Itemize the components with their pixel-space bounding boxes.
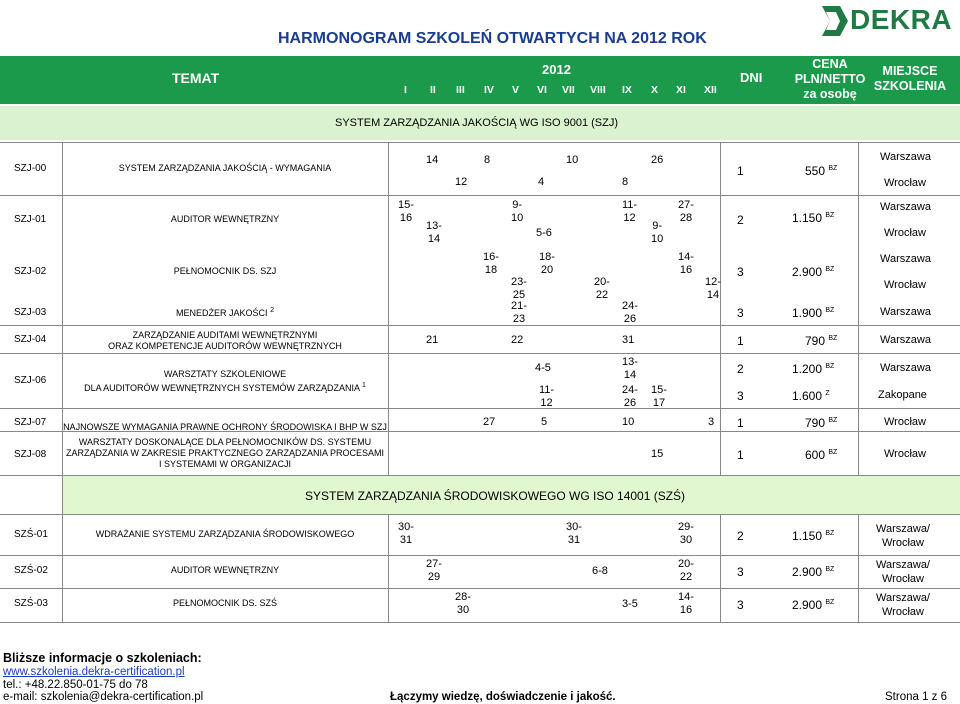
date-s6a: 4-5 <box>535 362 551 374</box>
name-szj-03-sup: 2 <box>270 307 274 314</box>
cena-bz: BZ <box>825 212 835 219</box>
date-s6c <box>622 356 638 382</box>
cena-value: 790 <box>805 416 826 430</box>
date-g11-a: 9- <box>652 220 663 232</box>
loc-szs-02-a: Warszawa/ <box>876 559 930 571</box>
cena-szj-01 <box>792 211 834 225</box>
szj04-d2: 22 <box>511 334 524 346</box>
date-g6-b: 25 <box>512 289 526 301</box>
date-g7 <box>511 300 527 326</box>
loc-szj-03: Warszawa <box>880 306 931 318</box>
cena-szs-01 <box>792 529 834 543</box>
cena-bz: BZ <box>828 335 838 342</box>
dni-szj-02: 3 <box>737 265 744 279</box>
dni-szj-04: 1 <box>737 334 744 348</box>
cena-bz: BZ <box>828 165 838 172</box>
footer-page: Strona 1 z 6 <box>885 691 948 703</box>
name-szj-07: NAJNOWSZE WYMAGANIA PRAWNE OCHRONY ŚRODOWISKA I BHP W SZJ <box>63 422 387 432</box>
date-g15-a: 12- <box>705 276 721 288</box>
loc-szj-04: Warszawa <box>880 334 931 346</box>
month-III: III <box>456 84 465 96</box>
szs03-d1 <box>455 591 471 617</box>
szj00-w3: 8 <box>622 176 629 188</box>
cena-value: 2.900 <box>792 565 823 579</box>
month-X: X <box>651 84 659 96</box>
szs02-d3-a: 20- <box>678 558 694 570</box>
loc-szs-01 <box>876 522 930 550</box>
szs01-d2-a: 30- <box>566 521 582 533</box>
date-g11 <box>651 220 663 246</box>
month-VI: VI <box>537 84 547 96</box>
date-s6e-b: 17 <box>652 397 666 409</box>
szs02-d1 <box>426 558 442 584</box>
name-szs-03: PEŁNOMOCNIK DS. SZŚ <box>172 598 278 608</box>
szj08-d1: 15 <box>651 448 664 460</box>
name-szj-06-l1: WARSZTATY SZKOLENIOWE <box>163 369 287 379</box>
header-miejsce-line2: SZKOLENIA <box>873 79 947 93</box>
date-g13-b: 28 <box>679 212 693 224</box>
szs03-d3-a: 14- <box>678 591 694 603</box>
szs02-d3-b: 22 <box>679 571 693 583</box>
date-g14 <box>678 251 694 277</box>
cena-bz: BZ <box>825 599 835 606</box>
name-szs-01: WDRAŻANIE SYSTEMU ZARZĄDZANIA ŚRODOWISKOWEGO <box>95 529 355 539</box>
loc-szs-03-b: Wrocław <box>882 606 924 618</box>
date-g12 <box>622 300 638 326</box>
date-g10-b: 22 <box>595 289 609 301</box>
name-szj-00: SYSTEM ZARZĄDZANIA JAKOŚCIĄ - WYMAGANIA <box>118 163 332 173</box>
szj07-d1: 27 <box>483 416 496 428</box>
date-g15-b: 14 <box>706 289 720 301</box>
cena-value: 1.200 <box>792 362 823 376</box>
footer-tel: tel.: +48.22.850-01-75 do 78 <box>3 679 148 691</box>
cena-szj-07 <box>805 416 837 430</box>
cena-szj-00 <box>805 164 837 178</box>
name-szj-08 <box>62 437 388 470</box>
page-title: HARMONOGRAM SZKOLEŃ OTWARTYCH NA 2012 ROK <box>278 30 707 47</box>
cena-szj-06-b <box>792 389 830 403</box>
cena-szj-02 <box>792 265 834 279</box>
cena-value: 550 <box>805 164 826 178</box>
date-g6-a: 23- <box>511 276 527 288</box>
section-szs-title: SYSTEM ZARZĄDZANIA ŚRODOWISKOWEGO WG ISO 14001 (SZŚ) <box>305 489 686 503</box>
name-szj-06-l2-text: DLA AUDITORÓW WEWNĘTRZNYCH SYSTEMÓW ZARZĄDZANIA <box>84 383 360 393</box>
date-g1-a: 15- <box>398 199 414 211</box>
dni-szs-01: 2 <box>737 529 744 543</box>
loc-szj-08: Wrocław <box>884 448 926 460</box>
header-miejsce-line1: MIEJSCE <box>882 64 938 78</box>
section-szj-title: SYSTEM ZARZĄDZANIA JAKOŚCIĄ WG ISO 9001 (SZJ) <box>335 117 618 129</box>
name-szj-04 <box>62 330 388 352</box>
cena-bz: Z <box>825 390 830 397</box>
date-g14-b: 16 <box>679 264 693 276</box>
loc-szj-06-a: Warszawa <box>880 362 931 374</box>
cena-value: 790 <box>805 334 826 348</box>
name-szj-04-l1: ZARZĄDZANIE AUDITAMI WEWNĘTRZNYMI <box>132 330 318 340</box>
szj04-d1: 21 <box>426 334 439 346</box>
cena-szj-03 <box>792 306 834 320</box>
loc-szs-01-a: Warszawa/ <box>876 523 930 535</box>
szs01-d1-b: 31 <box>399 534 413 546</box>
szs01-d3-a: 29- <box>678 521 694 533</box>
month-IV: IV <box>484 84 494 96</box>
date-g1 <box>398 199 414 225</box>
date-g8 <box>539 251 555 277</box>
szs01-d3-b: 30 <box>679 534 693 546</box>
szj00-m3: 8 <box>484 154 491 166</box>
code-szs-03: SZŚ-03 <box>14 598 48 609</box>
szs03-d1-a: 28- <box>455 591 471 603</box>
loc-szj-01-b: Wrocław <box>884 227 926 239</box>
month-XII: XII <box>704 84 717 96</box>
cena-szs-03 <box>792 598 834 612</box>
date-s6b-a: 11- <box>539 384 555 396</box>
footer-slogan: Łączymy wiedzę, doświadczenie i jakość. <box>390 691 616 703</box>
loc-szs-03-a: Warszawa/ <box>876 592 930 604</box>
szs03-d2: 3-5 <box>622 598 638 610</box>
date-g6 <box>511 276 527 302</box>
name-szj-06-l2 <box>62 380 388 394</box>
dni-szj-08: 1 <box>737 448 744 462</box>
loc-szj-07: Wrocław <box>884 416 926 428</box>
name-szj-08-l2: ZARZĄDZANIA W ZAKRESIE PRAKTYCZNEGO ZARZĄDZANIA PROCESAMI <box>65 448 385 458</box>
date-s6b <box>539 384 554 410</box>
date-g14-a: 14- <box>678 251 694 263</box>
footer-info: Bliższe informacje o szkoleniach: <box>3 651 202 665</box>
cena-value: 600 <box>805 448 826 462</box>
date-s6d-b: 26 <box>623 397 637 409</box>
szs02-d3 <box>678 558 694 584</box>
month-IX: IX <box>622 84 632 96</box>
szs01-d2-b: 31 <box>567 534 581 546</box>
date-s6b-b: 12 <box>540 397 553 409</box>
szs01-d1-a: 30- <box>398 521 414 533</box>
month-VIII: VIII <box>590 84 606 96</box>
name-szj-06 <box>62 369 388 394</box>
szj00-w2: 4 <box>538 176 545 188</box>
loc-szj-00-a: Warszawa <box>880 151 931 163</box>
cena-bz: BZ <box>825 266 835 273</box>
szj04-d3: 31 <box>622 334 635 346</box>
name-szj-08-l3: I SYSTEMAMI W ORGANIZACJI <box>158 459 291 469</box>
cena-bz: BZ <box>825 363 835 370</box>
loc-szj-02-a: Warszawa <box>880 253 931 265</box>
date-g1-b: 16 <box>399 212 413 224</box>
date-g5: 5-6 <box>536 227 552 239</box>
table-header <box>0 56 960 104</box>
cena-value: 1.600 <box>792 389 823 403</box>
date-g12-b: 26 <box>623 313 637 325</box>
dni-szj-06-b: 3 <box>737 389 744 403</box>
code-szj-03: SZJ-03 <box>14 307 47 318</box>
date-s6d <box>622 384 638 410</box>
month-VII: VII <box>562 84 575 96</box>
month-V: V <box>512 84 520 96</box>
cena-bz: BZ <box>828 417 838 424</box>
szj07-d4: 3 <box>708 416 715 428</box>
date-s6e-a: 15- <box>651 384 667 396</box>
date-g12-a: 24- <box>622 300 638 312</box>
name-szj-08-l1: WARSZTATY DOSKONALĄCE DLA PEŁNOMOCNIKÓW DS. SYSTEMU <box>78 437 372 447</box>
name-szj-02: PEŁNOMOCNIK DS. SZJ <box>173 266 277 276</box>
date-s6c-b: 14 <box>623 369 637 381</box>
date-g4-a: 9- <box>512 199 523 211</box>
cena-bz: BZ <box>825 530 835 537</box>
date-g8-b: 20 <box>540 264 554 276</box>
dni-szj-00: 1 <box>737 164 744 178</box>
dni-szj-07: 1 <box>737 416 744 430</box>
loc-szs-02 <box>876 558 930 586</box>
date-s6e <box>651 384 667 410</box>
szj00-m4: 10 <box>566 154 579 166</box>
footer-www-link[interactable]: www.szkolenia.dekra-certification.pl <box>3 666 185 678</box>
date-g15 <box>705 276 721 302</box>
cena-bz: BZ <box>825 307 835 314</box>
cena-value: 1.150 <box>792 529 823 543</box>
cena-szj-08 <box>805 448 837 462</box>
cena-szj-04 <box>805 334 837 348</box>
date-g2-b: 14 <box>427 233 441 245</box>
date-g8-a: 18- <box>539 251 555 263</box>
dni-szj-01: 2 <box>737 213 744 227</box>
date-g13-a: 27- <box>678 199 694 211</box>
szs03-d1-b: 30 <box>456 604 470 616</box>
header-temat: TEMAT <box>172 70 220 86</box>
date-g2 <box>426 220 442 246</box>
cena-value: 2.900 <box>792 598 823 612</box>
date-s6d-a: 24- <box>622 384 638 396</box>
header-cena-line3: za osobę <box>803 87 857 101</box>
code-szj-02: SZJ-02 <box>14 266 47 277</box>
cena-bz: BZ <box>828 449 838 456</box>
name-szj-04-l2: ORAZ KOMPETENCJE AUDITORÓW WEWNĘTRZNYCH <box>108 341 342 351</box>
date-g3 <box>483 251 499 277</box>
dni-szs-03: 3 <box>737 598 744 612</box>
date-s6c-a: 13- <box>622 356 638 368</box>
month-XI: XI <box>676 84 686 96</box>
loc-szs-03 <box>876 591 930 619</box>
szs01-d1 <box>398 521 414 547</box>
name-szj-03-text: MENEDŻER JAKOŚCI <box>176 308 268 318</box>
date-g7-b: 23 <box>512 313 526 325</box>
footer-email: e-mail: szkolenia@dekra-certification.pl <box>3 691 204 703</box>
cena-szs-02 <box>792 565 834 579</box>
dni-szj-03: 3 <box>737 306 744 320</box>
dni-szs-02: 3 <box>737 565 744 579</box>
szs02-d2: 6-8 <box>592 565 608 577</box>
cena-value: 1.900 <box>792 306 823 320</box>
name-szj-01: AUDITOR WEWNĘTRZNY <box>170 214 280 224</box>
szj00-m5: 26 <box>651 154 664 166</box>
date-g2-a: 13- <box>426 220 442 232</box>
month-II: II <box>430 84 436 96</box>
date-g10-a: 20- <box>594 276 610 288</box>
loc-szj-02-b: Wrocław <box>884 279 926 291</box>
dekra-logo-icon <box>818 2 850 40</box>
dni-szj-06-a: 2 <box>737 362 744 376</box>
name-szs-02: AUDITOR WEWNĘTRZNY <box>170 565 280 575</box>
date-g7-a: 21- <box>511 300 527 312</box>
date-g9-a: 11- <box>622 199 638 211</box>
logo-text: DEKRA <box>850 4 953 35</box>
szs01-d2 <box>566 521 582 547</box>
cena-szj-06-a <box>792 362 834 376</box>
code-szj-06: SZJ-06 <box>14 375 47 386</box>
loc-szs-01-b: Wrocław <box>882 537 924 549</box>
code-szs-02: SZŚ-02 <box>14 565 48 576</box>
date-g3-a: 16- <box>483 251 499 263</box>
loc-szj-06-b: Zakopane <box>878 389 927 401</box>
loc-szj-00-b: Wrocław <box>884 177 926 189</box>
header-miejsce <box>860 64 960 94</box>
szs01-d3 <box>678 521 694 547</box>
szs02-d1-a: 27- <box>426 558 442 570</box>
date-g9-b: 12 <box>623 212 636 224</box>
code-szj-00: SZJ-00 <box>14 163 47 174</box>
date-g10 <box>594 276 610 302</box>
cena-value: 1.150 <box>792 211 823 225</box>
name-szj-06-sup: 1 <box>361 382 366 389</box>
date-g9 <box>622 199 637 225</box>
date-g3-b: 18 <box>484 264 498 276</box>
date-g13 <box>678 199 694 225</box>
code-szs-01: SZŚ-01 <box>14 529 48 540</box>
cena-bz: BZ <box>825 566 835 573</box>
loc-szs-02-b: Wrocław <box>882 573 924 585</box>
date-g4 <box>511 199 523 225</box>
szj00-m1: 14 <box>426 154 439 166</box>
code-szj-07: SZJ-07 <box>14 417 47 428</box>
name-szj-03 <box>62 307 388 318</box>
szs03-d3-b: 16 <box>679 604 693 616</box>
szj07-d2: 5 <box>541 416 548 428</box>
month-I: I <box>404 84 407 96</box>
code-szj-08: SZJ-08 <box>14 449 47 460</box>
cena-value: 2.900 <box>792 265 823 279</box>
szs02-d1-b: 29 <box>427 571 441 583</box>
loc-szj-01-a: Warszawa <box>880 201 931 213</box>
code-szj-04: SZJ-04 <box>14 334 47 345</box>
date-g4-b: 10 <box>511 212 524 224</box>
header-cena-line2: PLN/NETTO <box>794 72 866 86</box>
header-dni: DNI <box>740 70 763 85</box>
szs03-d3 <box>678 591 694 617</box>
header-year: 2012 <box>542 62 571 77</box>
szj07-d3: 10 <box>622 416 635 428</box>
szj00-w1: 12 <box>455 176 468 188</box>
code-szj-01: SZJ-01 <box>14 214 47 225</box>
date-g11-b: 10 <box>651 233 664 245</box>
header-cena-line1: CENA <box>812 57 848 71</box>
